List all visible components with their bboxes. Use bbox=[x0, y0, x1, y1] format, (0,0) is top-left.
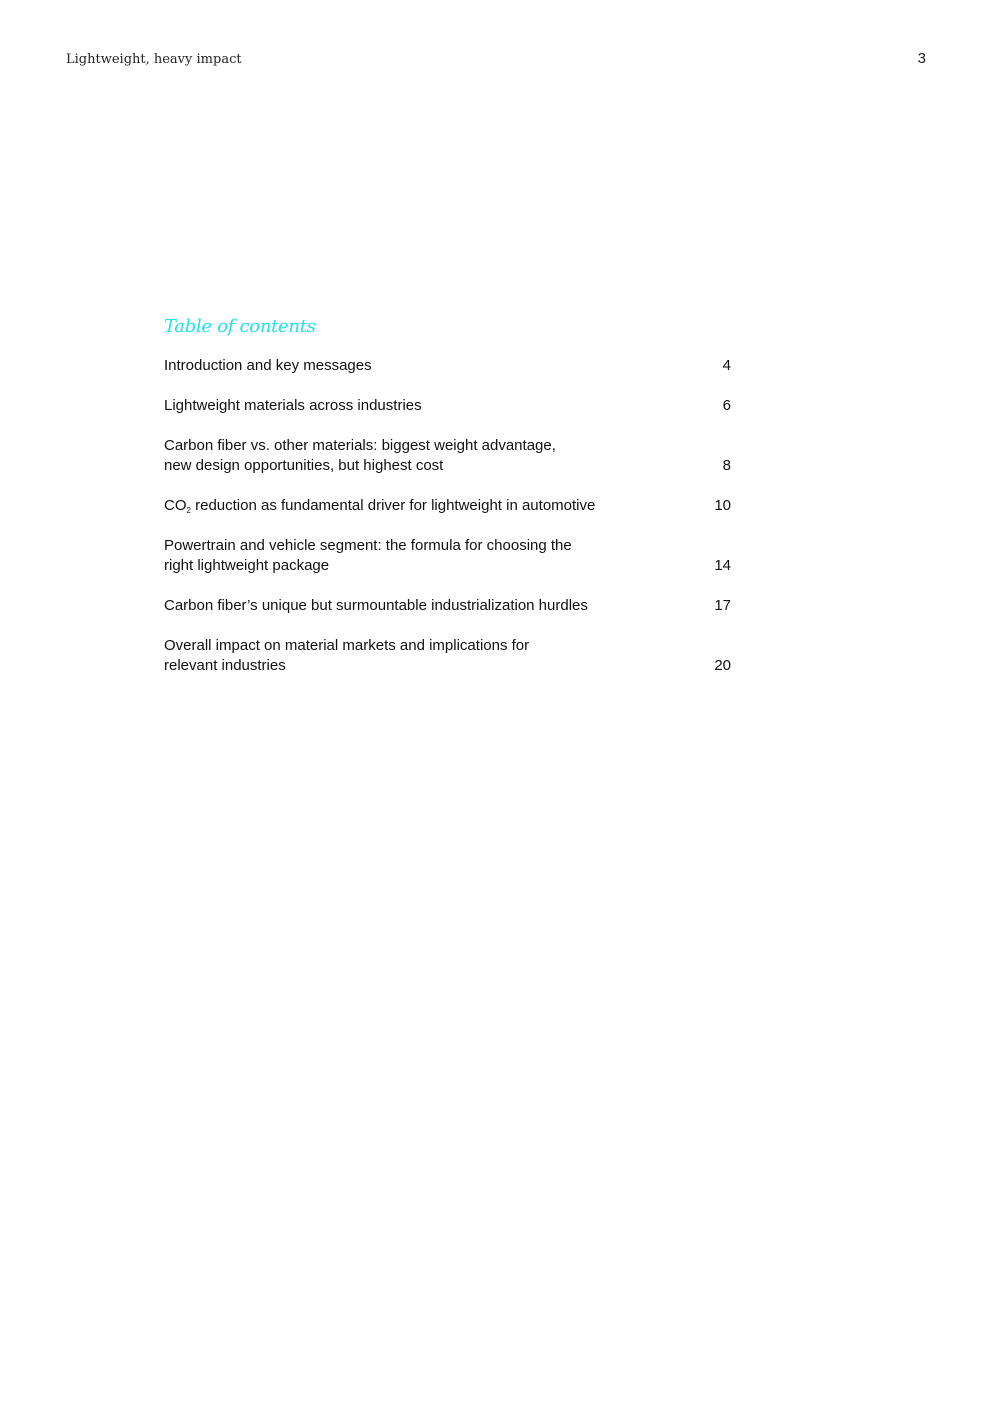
toc-entry-page: 20 bbox=[714, 657, 731, 674]
toc-entry-text bbox=[164, 536, 572, 576]
page-number: 3 bbox=[917, 50, 926, 67]
toc-entry-page: 17 bbox=[714, 597, 731, 614]
toc-entry-suffix: reduction as fundamental driver for lightweight in automotive bbox=[190, 497, 596, 514]
toc-entry-line: relevant industries bbox=[164, 657, 286, 674]
toc-entry-subscript: 2 bbox=[186, 506, 191, 515]
toc-entry-page: 6 bbox=[722, 397, 731, 414]
toc-entry-page: 8 bbox=[722, 457, 731, 474]
toc-entry-overall-impact[interactable] bbox=[164, 636, 731, 676]
toc-entry-line bbox=[164, 496, 595, 516]
toc-entry-line: new design opportunities, but highest cost bbox=[164, 457, 444, 474]
toc-entry-line: Powertrain and vehicle segment: the formula for choosing the bbox=[164, 537, 572, 554]
toc-entry-industrialization-hurdles[interactable] bbox=[164, 596, 731, 616]
toc-entry-powertrain[interactable] bbox=[164, 536, 731, 576]
toc-entry-page: 4 bbox=[722, 357, 731, 374]
toc-entry-line: Carbon fiber vs. other materials: biggest weight advantage, bbox=[164, 437, 556, 454]
toc-entry-text bbox=[164, 396, 422, 416]
toc-title: Table of contents bbox=[164, 316, 316, 337]
toc-entry-line: right lightweight package bbox=[164, 557, 330, 574]
toc-entry-text bbox=[164, 636, 529, 676]
toc-entry-line: Overall impact on material markets and implications for bbox=[164, 637, 530, 654]
toc-entry-text bbox=[164, 436, 556, 476]
toc-entry-co2-reduction[interactable] bbox=[164, 496, 731, 516]
table-of-contents bbox=[164, 316, 731, 696]
toc-entry-page: 10 bbox=[714, 497, 731, 514]
toc-entry-line: Lightweight materials across industries bbox=[164, 397, 422, 414]
toc-entry-line: Introduction and key messages bbox=[164, 357, 372, 374]
toc-entry-text bbox=[164, 496, 595, 516]
toc-entry-carbon-fiber-vs-materials[interactable] bbox=[164, 436, 731, 476]
toc-entry-text bbox=[164, 596, 588, 616]
toc-entry-introduction[interactable] bbox=[164, 356, 731, 376]
running-header-title: Lightweight, heavy impact bbox=[66, 52, 242, 67]
toc-entry-line: Carbon fiber’s unique but surmountable industrialization hurdles bbox=[164, 597, 588, 614]
toc-entry-lightweight-materials[interactable] bbox=[164, 396, 731, 416]
toc-entry-page: 14 bbox=[714, 557, 731, 574]
toc-entry-text bbox=[164, 356, 372, 376]
toc-entry-prefix: CO bbox=[164, 497, 187, 514]
toc-list bbox=[164, 356, 731, 676]
